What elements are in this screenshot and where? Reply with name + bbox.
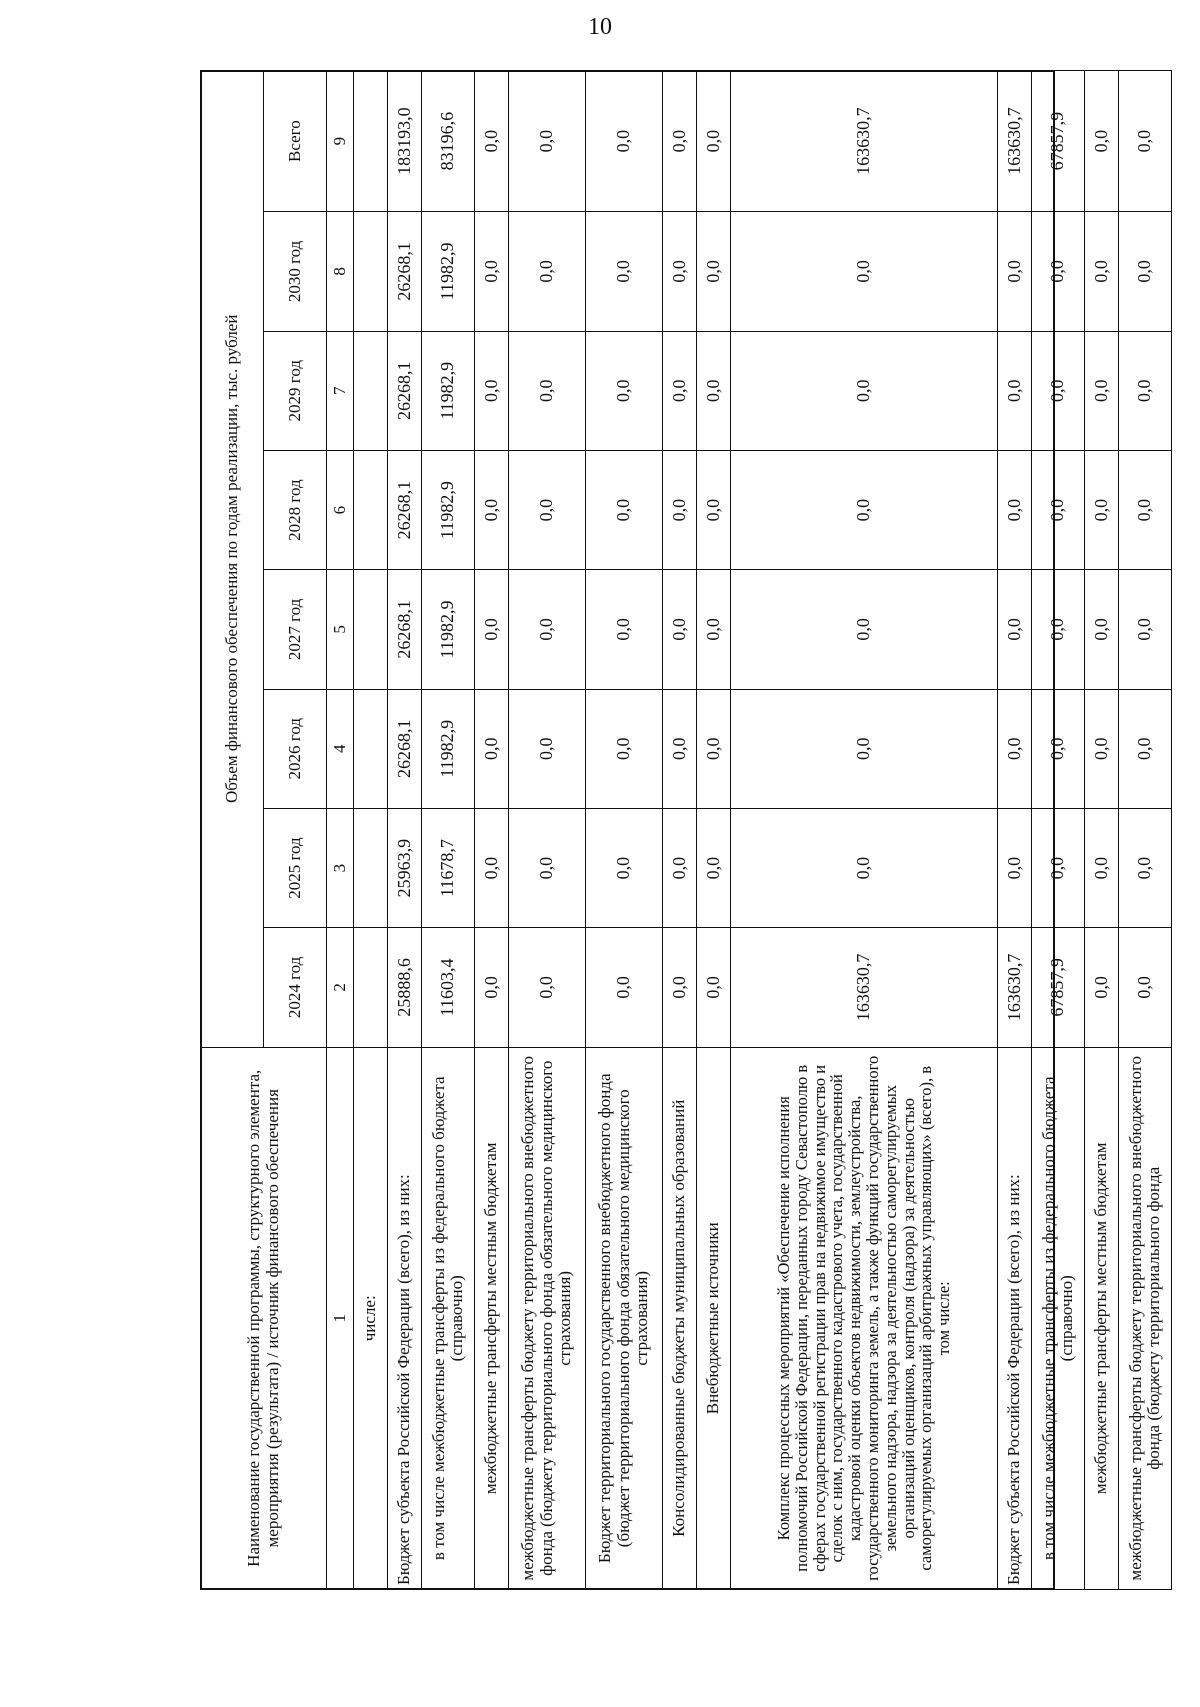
cell-value: 0,0 (1085, 71, 1119, 212)
table-row (697, 71, 731, 1590)
cell-value (354, 71, 388, 212)
cell-value: 0,0 (1032, 808, 1085, 927)
cell-value: 0,0 (1119, 212, 1172, 331)
cell-value: 0,0 (509, 689, 586, 808)
cell-value: 0,0 (475, 331, 509, 450)
cell-value (354, 450, 388, 569)
cell-value: 0,0 (1119, 689, 1172, 808)
cell-value: 0,0 (697, 71, 731, 212)
row-name: в том числе межбюджетные трансферты из федерального бюджета (справочно) (1032, 1047, 1085, 1589)
cell-value: 0,0 (663, 450, 697, 569)
cell-value: 0,0 (998, 570, 1032, 689)
cell-value: 0,0 (697, 570, 731, 689)
cell-value: 0,0 (509, 212, 586, 331)
cell-value: 0,0 (1085, 928, 1119, 1047)
year-header-2027: 2027 год (264, 570, 327, 689)
cell-value: 67857,9 (1032, 928, 1085, 1047)
cell-value: 0,0 (697, 450, 731, 569)
cell-value: 0,0 (1119, 71, 1172, 212)
cell-value: 0,0 (475, 570, 509, 689)
year-header-2024: 2024 год (264, 928, 327, 1047)
cell-value: 0,0 (1085, 689, 1119, 808)
cell-value: 0,0 (1085, 331, 1119, 450)
cell-value: 11678,7 (422, 808, 475, 927)
cell-value: 0,0 (509, 570, 586, 689)
cell-value: 0,0 (998, 689, 1032, 808)
cell-value (354, 331, 388, 450)
cell-value: 0,0 (731, 689, 998, 808)
cell-value: 0,0 (731, 450, 998, 569)
cell-value (354, 689, 388, 808)
year-header-2029: 2029 год (264, 331, 327, 450)
cell-value: 26268,1 (388, 212, 422, 331)
cell-value: 26268,1 (388, 331, 422, 450)
column-index-row (327, 71, 354, 1590)
cell-value: 0,0 (731, 808, 998, 927)
table-row (1119, 71, 1172, 1590)
cell-value: 0,0 (697, 808, 731, 927)
cell-value: 0,0 (998, 331, 1032, 450)
column-index: 8 (327, 212, 354, 331)
cell-value: 0,0 (1032, 689, 1085, 808)
column-index: 1 (327, 1047, 354, 1589)
cell-value (354, 928, 388, 1047)
cell-value: 83196,6 (422, 71, 475, 212)
cell-value: 0,0 (509, 450, 586, 569)
column-index: 2 (327, 928, 354, 1047)
cell-value: 163630,7 (998, 928, 1032, 1047)
funding-group-header: Объем финансового обеспечения по годам реализации, тыс. рублей (201, 71, 264, 1048)
rotated-table-container (200, 70, 1163, 1590)
cell-value: 0,0 (1032, 212, 1085, 331)
row-name: Бюджет субъекта Российской Федерации (всего), из них: (998, 1047, 1032, 1589)
cell-value: 0,0 (475, 928, 509, 1047)
year-header-2028: 2028 год (264, 450, 327, 569)
row-name: Консолидированные бюджеты муниципальных образований (663, 1047, 697, 1589)
cell-value: 0,0 (586, 570, 663, 689)
cell-value: 0,0 (1119, 928, 1172, 1047)
cell-value: 0,0 (998, 212, 1032, 331)
cell-value: 0,0 (731, 331, 998, 450)
cell-value: 0,0 (998, 808, 1032, 927)
cell-value: 0,0 (663, 570, 697, 689)
cell-value: 0,0 (697, 928, 731, 1047)
cell-value: 11982,9 (422, 450, 475, 569)
cell-value: 67857,9 (1032, 71, 1085, 212)
cell-value: 0,0 (663, 928, 697, 1047)
cell-value: 0,0 (731, 570, 998, 689)
cell-value: 0,0 (663, 331, 697, 450)
cell-value: 0,0 (509, 331, 586, 450)
cell-value: 0,0 (663, 71, 697, 212)
cell-value: 0,0 (1119, 570, 1172, 689)
cell-value: 0,0 (1032, 331, 1085, 450)
cell-value: 0,0 (586, 928, 663, 1047)
financing-table (200, 70, 1172, 1590)
table-row (586, 71, 663, 1590)
page-number: 10 (588, 14, 612, 40)
cell-value (354, 212, 388, 331)
cell-value: 0,0 (586, 212, 663, 331)
column-index: 5 (327, 570, 354, 689)
cell-value: 0,0 (1085, 808, 1119, 927)
cell-value: 0,0 (586, 71, 663, 212)
cell-value: 26268,1 (388, 689, 422, 808)
cell-value: 0,0 (586, 689, 663, 808)
cell-value: 0,0 (697, 331, 731, 450)
cell-value: 25963,9 (388, 808, 422, 927)
table-row (388, 71, 422, 1590)
row-name: межбюджетные трансферты местным бюджетам (475, 1047, 509, 1589)
cell-value: 11982,9 (422, 331, 475, 450)
cell-value: 0,0 (509, 928, 586, 1047)
row-name: межбюджетные трансферты бюджету территориального внебюджетного фонда (бюджету территориального фонда обязательного медицинского страхования) (509, 1047, 586, 1589)
cell-value: 0,0 (475, 689, 509, 808)
column-index: 3 (327, 808, 354, 927)
cell-value: 0,0 (663, 689, 697, 808)
name-column-header: Наименование государственной программы, структурного элемента, мероприятия (результата) / источник финансового обеспечения (201, 1047, 327, 1589)
cell-value: 0,0 (586, 331, 663, 450)
cell-value: 0,0 (586, 450, 663, 569)
cell-value: 11603,4 (422, 928, 475, 1047)
cell-value: 183193,0 (388, 71, 422, 212)
row-name: Бюджет территориального государственного внебюджетного фонда (бюджет территориального фонда обязательного медицинского страхования) (586, 1047, 663, 1589)
cell-value: 0,0 (663, 212, 697, 331)
column-index: 6 (327, 450, 354, 569)
cell-value: 0,0 (1085, 570, 1119, 689)
cell-value: 11982,9 (422, 570, 475, 689)
cell-value: 0,0 (1032, 450, 1085, 569)
cell-value (354, 570, 388, 689)
cell-value: 0,0 (475, 212, 509, 331)
row-name: Внебюджетные источники (697, 1047, 731, 1589)
row-name: межбюджетные трансферты бюджету территориального внебюджетного фонда (бюджету территориального фонда (1119, 1047, 1172, 1589)
year-header-2025: 2025 год (264, 808, 327, 927)
cell-value: 11982,9 (422, 689, 475, 808)
table-row (475, 71, 509, 1590)
table-row (509, 71, 586, 1590)
cell-value: 0,0 (998, 450, 1032, 569)
table-row (998, 71, 1032, 1590)
total-header: Всего (264, 71, 327, 212)
row-name: в том числе межбюджетные трансферты из федерального бюджета (справочно) (422, 1047, 475, 1589)
cell-value: 0,0 (509, 808, 586, 927)
column-index: 9 (327, 71, 354, 212)
cell-value: 0,0 (731, 212, 998, 331)
table-row (1085, 71, 1119, 1590)
row-name: Комплекс процессных мероприятий «Обеспечение исполнения полномочий Российской Федерации, переданных городу Севастополю в сферах государственной регистрации прав на недвижимое имущество и сделок с ним, государственного кадастрового учета, государственной кадастровой оценки объектов недвижимости, землеустройства, государственного мониторинга земель, а также функций государственного земельного надзора, надзора за деятельностью саморегулируемых организаций оценщиков, контроля (надзора) за деятельностью саморегулируемых организаций арбитражных управляющих» (всего), в том числе: (731, 1047, 998, 1589)
cell-value: 0,0 (586, 808, 663, 927)
cell-value: 0,0 (1119, 331, 1172, 450)
cell-value: 0,0 (1119, 808, 1172, 927)
cell-value (354, 808, 388, 927)
table-row (422, 71, 475, 1590)
cell-value: 0,0 (697, 212, 731, 331)
row-name: Бюджет субъекта Российской Федерации (всего), из них: (388, 1047, 422, 1589)
cell-value: 163630,7 (998, 71, 1032, 212)
cell-value: 0,0 (1085, 450, 1119, 569)
column-index: 7 (327, 331, 354, 450)
row-name: межбюджетные трансферты местным бюджетам (1085, 1047, 1119, 1589)
column-index: 4 (327, 689, 354, 808)
cell-value: 0,0 (663, 808, 697, 927)
cell-value: 0,0 (697, 689, 731, 808)
year-header-2026: 2026 год (264, 689, 327, 808)
cell-value: 0,0 (1119, 450, 1172, 569)
cell-value: 0,0 (475, 71, 509, 212)
row-name: числе: (354, 1047, 388, 1589)
cell-value: 26268,1 (388, 570, 422, 689)
cell-value: 163630,7 (731, 71, 998, 212)
cell-value: 0,0 (1032, 570, 1085, 689)
table-row (1032, 71, 1085, 1590)
cell-value: 0,0 (509, 71, 586, 212)
year-header-2030: 2030 год (264, 212, 327, 331)
table-row (354, 71, 388, 1590)
cell-value: 0,0 (475, 808, 509, 927)
cell-value: 163630,7 (731, 928, 998, 1047)
table-row (731, 71, 998, 1590)
cell-value: 0,0 (1085, 212, 1119, 331)
cell-value: 25888,6 (388, 928, 422, 1047)
cell-value: 11982,9 (422, 212, 475, 331)
cell-value: 26268,1 (388, 450, 422, 569)
cell-value: 0,0 (475, 450, 509, 569)
table-row (663, 71, 697, 1590)
